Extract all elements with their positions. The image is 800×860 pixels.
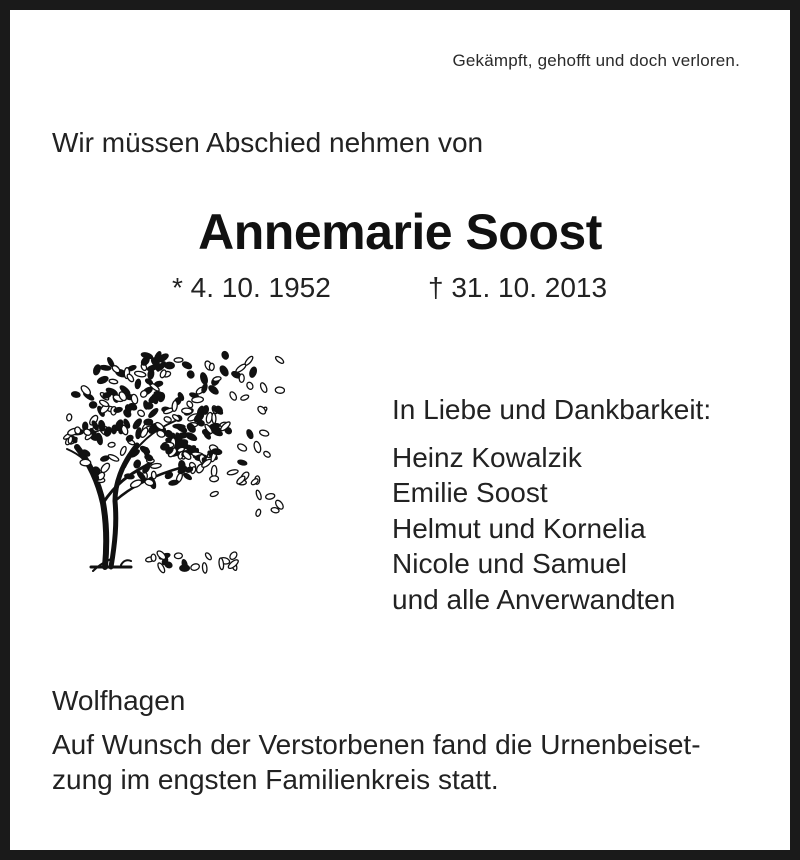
leaf-shape <box>186 370 195 379</box>
leaf-shape <box>249 366 258 378</box>
leaf-shape <box>209 363 214 371</box>
leaf-shape <box>134 370 146 377</box>
leaf-shape <box>227 469 239 476</box>
leaf-shape <box>201 383 208 393</box>
leaf-shape <box>275 387 285 394</box>
leaf-shape <box>169 480 179 486</box>
leaf-shape <box>174 553 182 559</box>
leaf-shape <box>246 429 254 440</box>
leaf-shape <box>160 443 169 450</box>
leaf-shape <box>97 375 109 385</box>
leaf-shape <box>165 362 175 369</box>
leaf-shape <box>144 419 153 425</box>
leaf-shape <box>253 441 262 454</box>
leaf-shape <box>92 364 101 376</box>
leaf-shape <box>190 563 200 572</box>
leaf-shape <box>108 442 116 448</box>
burial-note <box>52 727 701 797</box>
leaf-shape <box>89 401 97 408</box>
leaf-shape <box>145 403 153 409</box>
leaf-shape <box>174 358 183 363</box>
leaf-shape <box>212 413 217 424</box>
leaf-shape <box>132 418 143 430</box>
place-name: Wolfhagen <box>52 685 186 716</box>
deceased-name: Annemarie Soost <box>198 204 602 260</box>
leaf-shape <box>99 365 111 371</box>
leaf-shape <box>137 409 146 418</box>
mourners-heading: In Liebe und Dankbarkeit: <box>392 394 712 425</box>
leaf-shape <box>100 455 109 462</box>
leaf-shape <box>111 364 121 374</box>
leaf-shape <box>80 459 91 466</box>
mourner-name: Helmut und Kornelia <box>392 512 646 544</box>
leaf-shape <box>239 374 244 382</box>
leaf-shape <box>181 361 192 370</box>
leaf-shape <box>172 414 181 422</box>
death-date: † 31. 10. 2013 <box>428 272 608 303</box>
leaf-shape <box>192 396 204 403</box>
mourners-block <box>392 392 711 617</box>
leaf-shape <box>259 429 270 437</box>
leaf-shape <box>204 552 212 561</box>
leaf-shape <box>235 363 247 374</box>
mourner-name: Nicole und Samuel <box>392 548 628 579</box>
leaf-shape <box>202 562 207 573</box>
leaf-shape <box>151 471 156 479</box>
leaf-shape <box>246 381 254 390</box>
burial-note-line: Auf Wunsch der Verstorbenen fand die Urnenbeiset- <box>52 729 701 760</box>
leaf-shape <box>95 433 103 446</box>
leaf-shape <box>124 473 134 479</box>
leaf-shape <box>141 352 153 360</box>
leaf-shape <box>229 391 238 401</box>
leaf-shape <box>259 382 268 393</box>
mourner-name: Emilie Soost <box>392 477 548 508</box>
leaf-shape <box>151 554 156 562</box>
leaf-shape <box>66 414 72 422</box>
leaf-shape <box>236 443 247 453</box>
leaf-shape <box>109 379 118 385</box>
leaf-shape <box>141 463 151 475</box>
motto: Gekämpft, gehofft und doch verloren. <box>452 51 740 70</box>
leaf-shape <box>221 351 230 361</box>
leaf-shape <box>255 509 262 517</box>
leaf-shape <box>156 550 168 561</box>
birth-date: * 4. 10. 1952 <box>172 272 331 303</box>
leaf-shape <box>163 416 172 423</box>
leaf-shape <box>240 394 249 401</box>
leaf-shape <box>182 408 193 414</box>
intro-text: Wir müssen Abschied nehmen von <box>52 127 484 158</box>
leaf-shape <box>219 365 230 378</box>
mourner-name: Heinz Kowalzik <box>392 441 582 473</box>
leaf-shape <box>139 445 150 455</box>
mourner-name: und alle Anverwandten <box>392 583 676 615</box>
leaf-shape <box>207 384 219 395</box>
leaf-shape <box>213 376 222 382</box>
leaf-shape <box>209 476 218 483</box>
leaf-shape <box>274 355 284 364</box>
leaf-shape <box>183 472 193 480</box>
leaf-shape <box>265 493 275 500</box>
leaf-shape <box>80 384 92 396</box>
burial-note-line: zung im engsten Familienkreis statt. <box>52 764 499 795</box>
leaf-shape <box>172 400 178 411</box>
leaf-shape <box>263 450 272 458</box>
leaf-shape <box>164 561 173 569</box>
leaf-shape <box>210 491 219 498</box>
leaf-shape <box>126 373 135 383</box>
leaf-shape <box>135 379 141 389</box>
leaf-shape <box>255 490 262 501</box>
leaf-shape <box>237 459 247 465</box>
leaf-shape <box>71 391 80 398</box>
leaf-shape <box>144 453 154 461</box>
tree-with-falling-leaves-icon <box>55 335 285 575</box>
leaf-shape <box>119 446 127 456</box>
leaf-shape <box>199 372 208 385</box>
